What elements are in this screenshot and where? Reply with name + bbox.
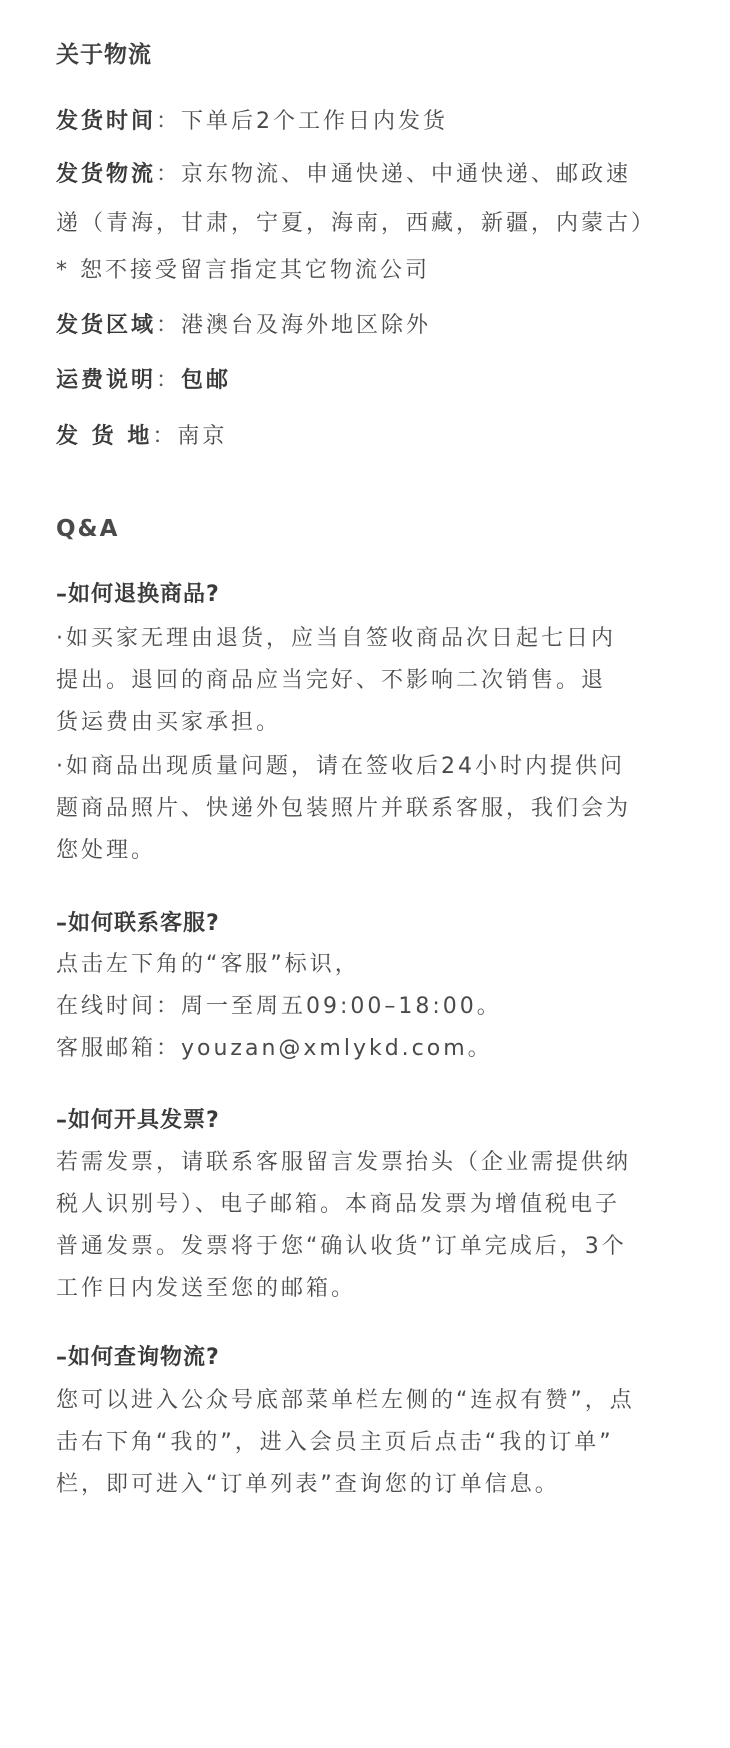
tracking-answer	[56, 1380, 690, 1506]
shipping-fee-colon: ：	[156, 368, 182, 393]
return-answer-1-line: 提出。退回的商品应当完好、不影响二次销售。退	[56, 668, 607, 693]
contact-line: 在线时间：周一至周五09:00–18:00。	[56, 994, 502, 1019]
origin-label: 发 货 地	[56, 424, 153, 449]
carriers-value-line1: 京东物流、申通快递、中通快递、邮政速	[181, 162, 632, 187]
invoice-line: 工作日内发送至您的邮箱。	[56, 1276, 357, 1301]
ship-time-value: 下单后2个工作日内发货	[181, 109, 449, 134]
ship-time-colon: ：	[156, 109, 182, 134]
tracking-line: 击右下角“我的”，进入会员主页后点击“我的订单”	[56, 1430, 614, 1455]
return-answer-1-line: ·如买家无理由退货，应当自签收商品次日起七日内	[56, 626, 616, 651]
return-answer-2	[56, 746, 690, 872]
carriers-row	[56, 148, 690, 202]
tracking-line: 栏，即可进入“订单列表”查询您的订单信息。	[56, 1472, 560, 1497]
invoice-line: 税人识别号）、电子邮箱。本商品发票为增值税电子	[56, 1192, 621, 1217]
return-question: –如何退换商品?	[56, 582, 220, 607]
contact-line: 客服邮箱：youzan@xmlykd.com。	[56, 1036, 493, 1061]
carriers-colon: ：	[156, 162, 182, 187]
carriers-label: 发货物流	[56, 162, 157, 187]
region-colon: ：	[156, 313, 182, 338]
logistics-note: * 恕不接受留言指定其它物流公司	[56, 258, 430, 283]
return-answer-2-line: ·如商品出现质量问题，请在签收后24小时内提供问	[56, 754, 625, 779]
contact-question: –如何联系客服?	[56, 911, 220, 936]
invoice-question: –如何开具发票?	[56, 1108, 220, 1133]
tracking-question: –如何查询物流?	[56, 1345, 220, 1370]
ship-time-label: 发货时间	[56, 109, 157, 134]
contact-answer	[56, 944, 690, 1070]
region-label: 发货区域	[56, 313, 157, 338]
invoice-answer	[56, 1142, 690, 1310]
tracking-line: 您可以进入公众号底部菜单栏左侧的“连叔有赞”，点	[56, 1388, 635, 1413]
shipping-fee-value: 包邮	[181, 368, 232, 393]
region-value: 港澳台及海外地区除外	[181, 313, 432, 338]
origin-value: 南京	[177, 424, 228, 449]
ship-time-row	[56, 95, 690, 149]
shipping-fee-row	[56, 354, 690, 408]
shipping-fee-label: 运费说明	[56, 368, 157, 393]
origin-colon: ：	[152, 424, 178, 449]
return-answer-2-line: 您处理。	[56, 838, 157, 863]
invoice-line: 若需发票，请联系客服留言发票抬头（企业需提供纳	[56, 1150, 632, 1175]
return-answer-1	[56, 618, 690, 744]
region-row	[56, 299, 690, 353]
logistics-heading: 关于物流	[56, 42, 152, 68]
origin-row	[56, 410, 690, 464]
carriers-value-line2: 递（青海，甘肃，宁夏，海南，西藏，新疆，内蒙古）	[56, 211, 657, 236]
invoice-line: 普通发票。发票将于您“确认收货”订单完成后，3个	[56, 1234, 627, 1259]
qa-heading: Q&A	[56, 516, 120, 542]
return-answer-1-line: 货运费由买家承担。	[56, 710, 282, 735]
return-answer-2-line: 题商品照片、快递外包装照片并联系客服，我们会为	[56, 796, 632, 821]
contact-line: 点击左下角的“客服”标识，	[56, 952, 360, 977]
